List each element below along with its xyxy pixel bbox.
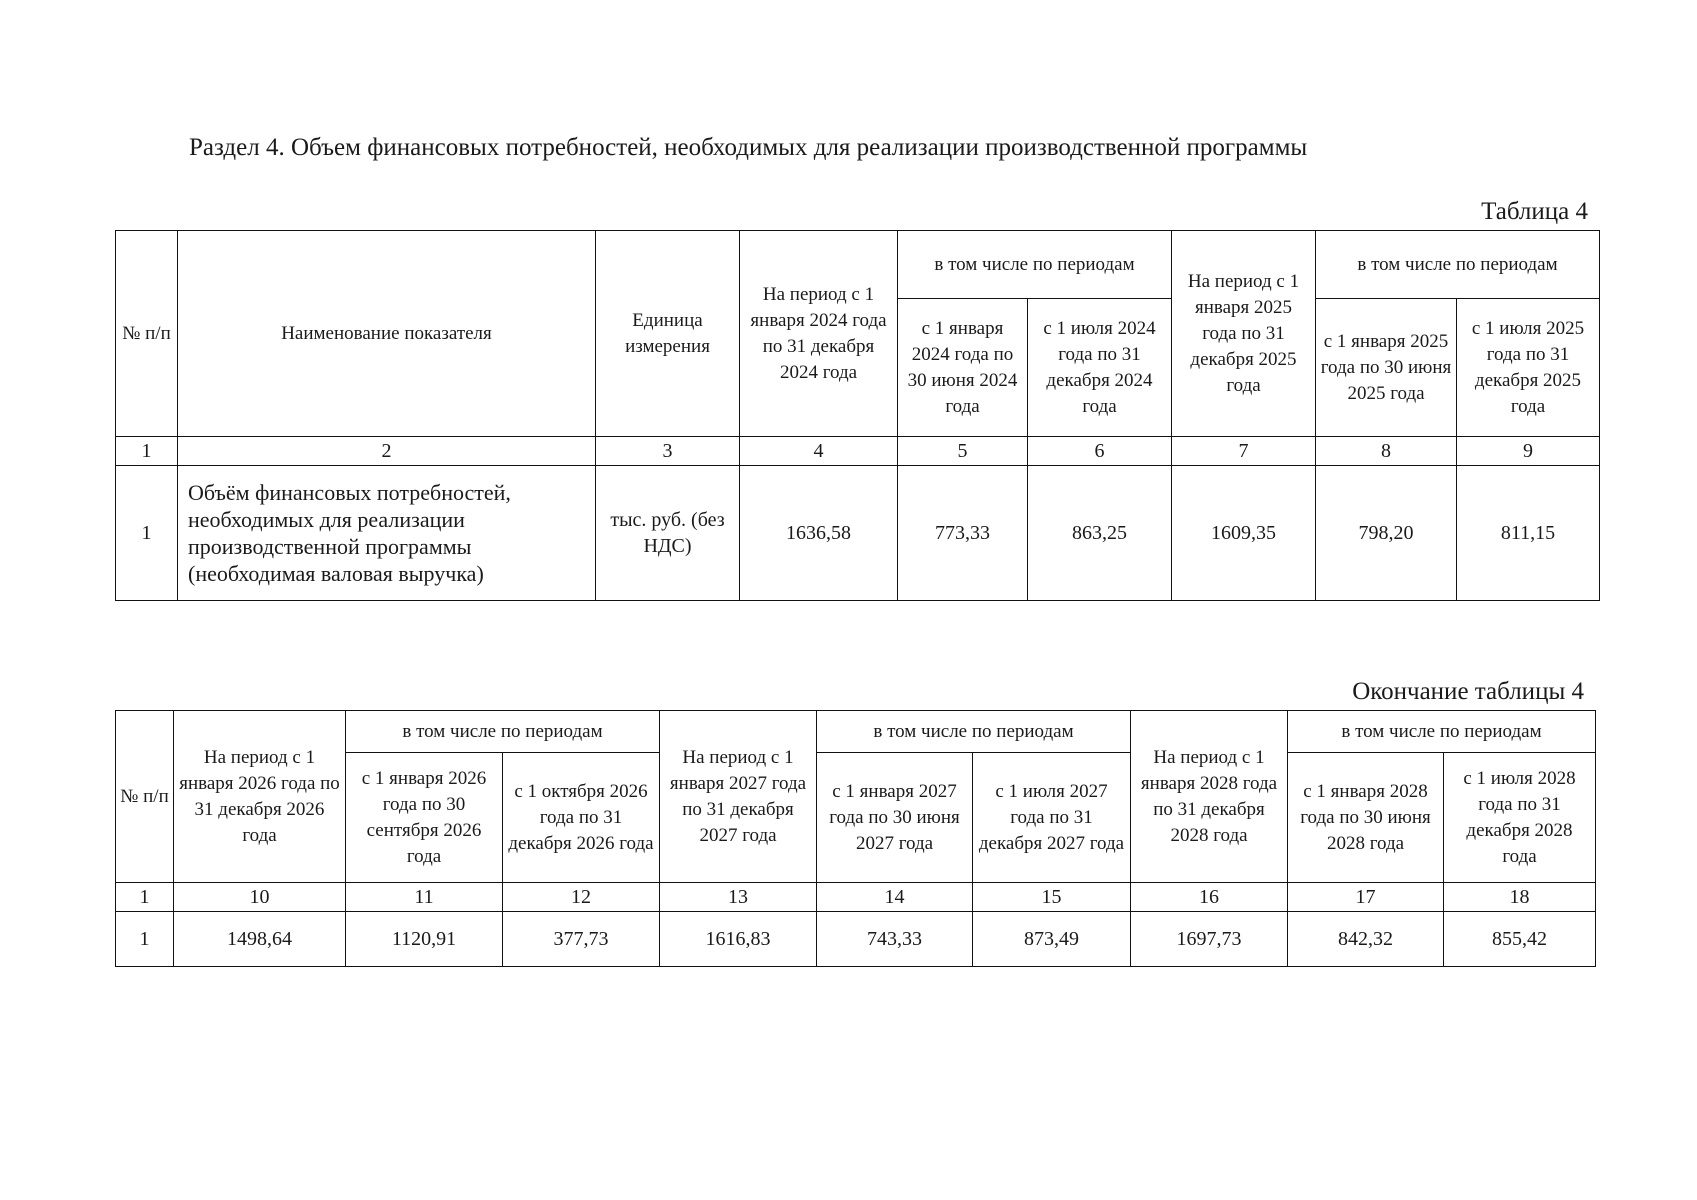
col-number: 4	[740, 437, 898, 466]
header-2027-h1: с 1 января 2027 года по 30 июня 2027 года	[817, 753, 973, 883]
header-period-2025: На период с 1 января 2025 года по 31 декабря 2025 года	[1172, 231, 1316, 437]
col-number: 15	[973, 883, 1131, 912]
header-2024-h1: с 1 января 2024 года по 30 июня 2024 года	[898, 299, 1028, 437]
header-2025-h1: с 1 января 2025 года по 30 июня 2025 года	[1316, 299, 1457, 437]
header-num: № п/п	[116, 231, 178, 437]
value-2026-b: 377,73	[503, 912, 660, 967]
header-name: Наименование показателя	[178, 231, 596, 437]
col-number: 9	[1457, 437, 1600, 466]
value-2025-h1: 798,20	[1316, 466, 1457, 601]
value-period-2025: 1609,35	[1172, 466, 1316, 601]
section-title: Раздел 4. Объем финансовых потребностей, необходимых для реализации производственной программы	[189, 134, 1308, 161]
col-number: 13	[660, 883, 817, 912]
column-numbers-row	[116, 437, 1600, 466]
col-number: 8	[1316, 437, 1457, 466]
value-2024-h2: 863,25	[1028, 466, 1172, 601]
value-period-2028: 1697,73	[1131, 912, 1288, 967]
col-number: 10	[174, 883, 346, 912]
value-period-2027: 1616,83	[660, 912, 817, 967]
value-period-2026: 1498,64	[174, 912, 346, 967]
row-unit: тыс. руб. (без НДС)	[596, 466, 740, 601]
col-number: 14	[817, 883, 973, 912]
col-number: 12	[503, 883, 660, 912]
value-2028-h1: 842,32	[1288, 912, 1444, 967]
table-continuation-label: Окончание таблицы 4	[1352, 678, 1584, 705]
header-2026-a: с 1 января 2026 года по 30 сентября 2026 года	[346, 753, 503, 883]
table-label: Таблица 4	[1481, 198, 1588, 225]
row-name: Объём финансовых потребностей, необходимых для реализации производственной программы (необходимая валовая выручка)	[178, 466, 596, 601]
col-number: 6	[1028, 437, 1172, 466]
value-2027-h1: 743,33	[817, 912, 973, 967]
header-subperiods-2027: в том числе по периодам	[817, 711, 1131, 753]
col-number: 3	[596, 437, 740, 466]
column-numbers-row	[116, 883, 1596, 912]
row-num: 1	[116, 466, 178, 601]
header-period-2026: На период с 1 января 2026 года по 31 декабря 2026 года	[174, 711, 346, 883]
header-period-2027: На период с 1 января 2027 года по 31 декабря 2027 года	[660, 711, 817, 883]
value-2024-h1: 773,33	[898, 466, 1028, 601]
header-2028-h1: с 1 января 2028 года по 30 июня 2028 года	[1288, 753, 1444, 883]
header-period-2028: На период с 1 января 2028 года по 31 декабря 2028 года	[1131, 711, 1288, 883]
header-subperiods-2025: в том числе по периодам	[1316, 231, 1600, 299]
financial-needs-table	[115, 230, 1600, 601]
value-2025-h2: 811,15	[1457, 466, 1600, 601]
col-number: 1	[116, 437, 178, 466]
table-row	[116, 912, 1596, 967]
header-2025-h2: с 1 июля 2025 года по 31 декабря 2025 года	[1457, 299, 1600, 437]
value-2026-a: 1120,91	[346, 912, 503, 967]
value-2028-h2: 855,42	[1444, 912, 1596, 967]
col-number: 11	[346, 883, 503, 912]
value-2027-h2: 873,49	[973, 912, 1131, 967]
col-number: 1	[116, 883, 174, 912]
table-row	[116, 466, 1600, 601]
financial-needs-table-continuation	[115, 710, 1596, 967]
header-subperiods-2028: в том числе по периодам	[1288, 711, 1596, 753]
col-number: 2	[178, 437, 596, 466]
header-subperiods-2024: в том числе по периодам	[898, 231, 1172, 299]
header-subperiods-2026: в том числе по периодам	[346, 711, 660, 753]
header-num: № п/п	[116, 711, 174, 883]
row-num: 1	[116, 912, 174, 967]
col-number: 5	[898, 437, 1028, 466]
header-2026-b: с 1 октября 2026 года по 31 декабря 2026 года	[503, 753, 660, 883]
col-number: 17	[1288, 883, 1444, 912]
header-2024-h2: с 1 июля 2024 года по 31 декабря 2024 года	[1028, 299, 1172, 437]
header-period-2024: На период с 1 января 2024 года по 31 декабря 2024 года	[740, 231, 898, 437]
col-number: 7	[1172, 437, 1316, 466]
header-2027-h2: с 1 июля 2027 года по 31 декабря 2027 года	[973, 753, 1131, 883]
header-2028-h2: с 1 июля 2028 года по 31 декабря 2028 года	[1444, 753, 1596, 883]
header-unit: Единица измерения	[596, 231, 740, 437]
col-number: 18	[1444, 883, 1596, 912]
col-number: 16	[1131, 883, 1288, 912]
value-period-2024: 1636,58	[740, 466, 898, 601]
